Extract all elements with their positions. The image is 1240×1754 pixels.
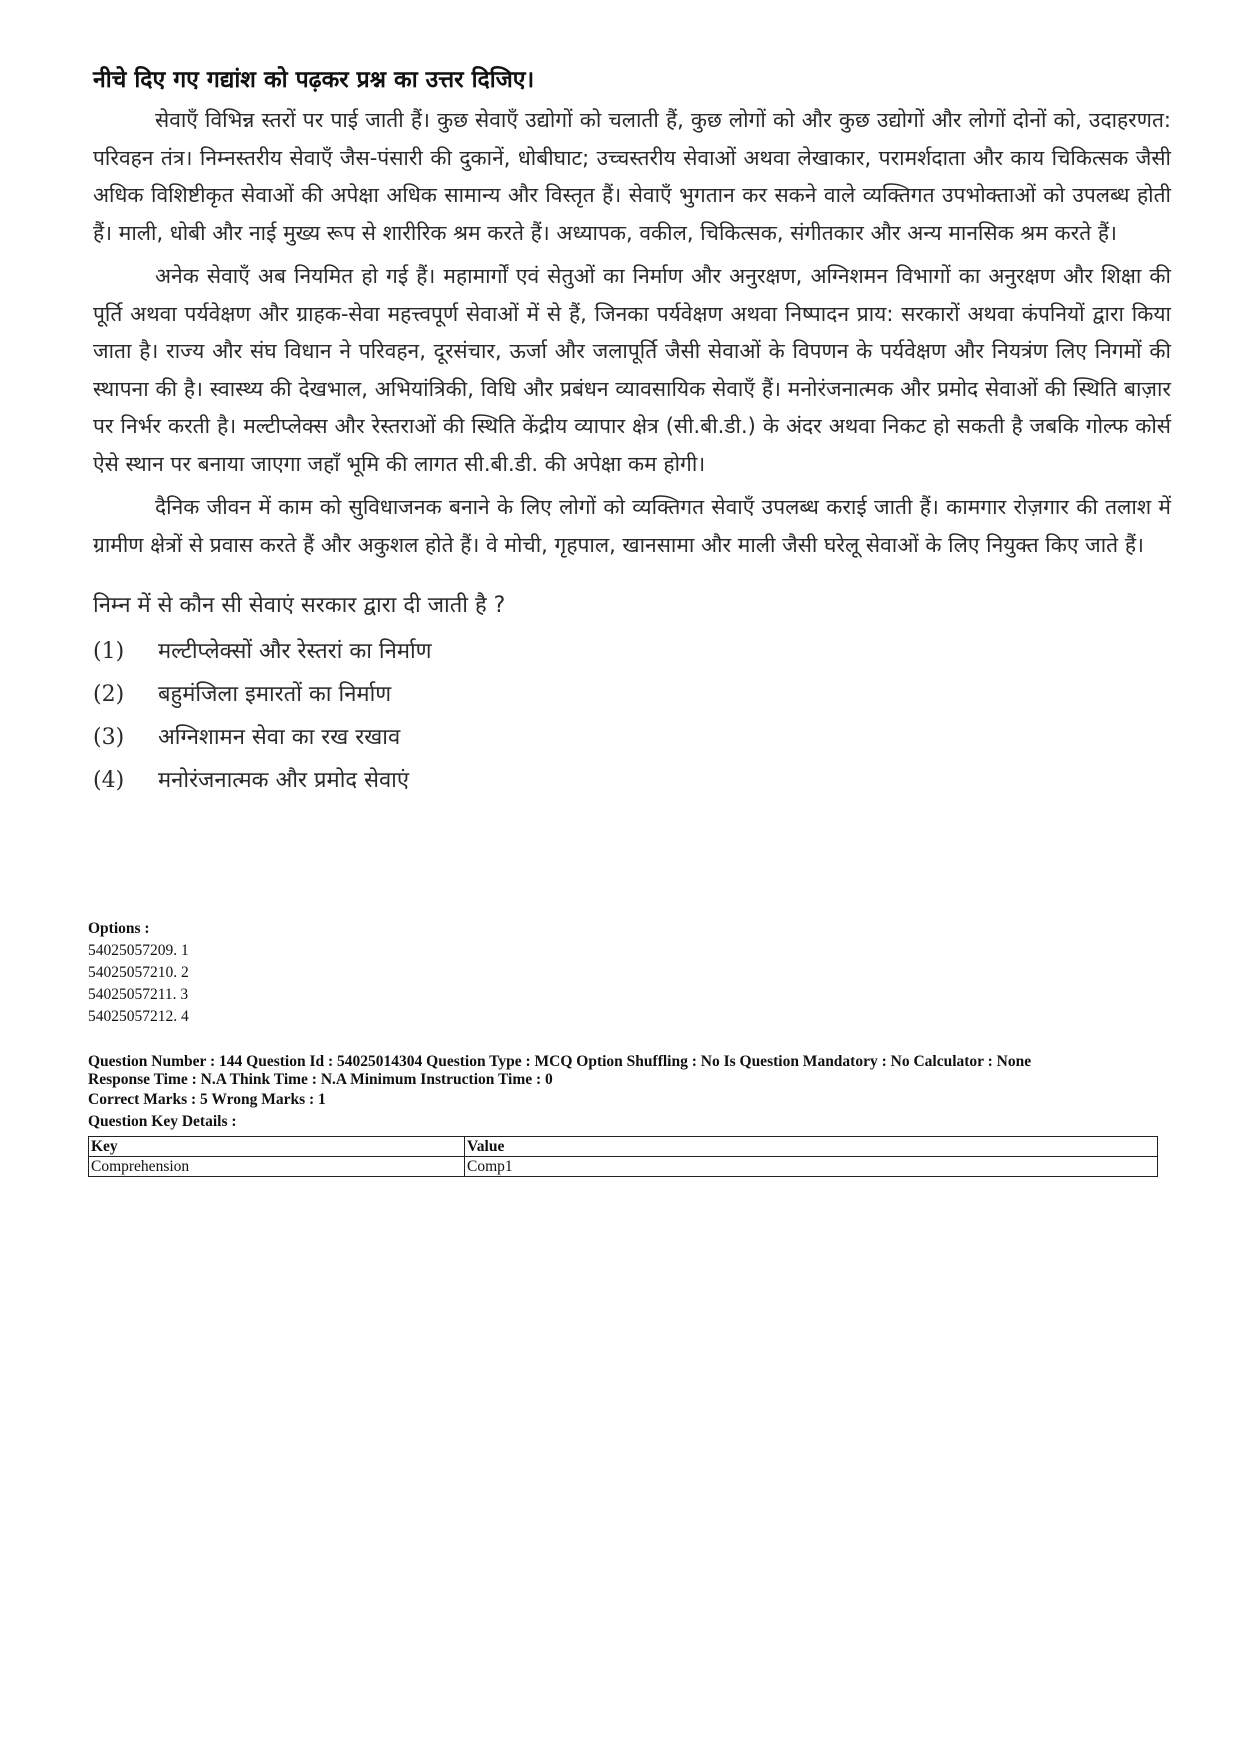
marks-line: Correct Marks : 5 Wrong Marks : 1: [88, 1091, 326, 1108]
choice-text: मनोरंजनात्मक और प्रमोद सेवाएं: [158, 768, 410, 793]
choice-number: (1): [93, 639, 125, 664]
choice-1: [93, 630, 1171, 673]
cell-key: Comprehension: [89, 1157, 465, 1177]
question-info: [88, 1053, 1158, 1089]
key-details-heading: Question Key Details :: [88, 1113, 237, 1130]
passage-paragraph-1: सेवाएँ विभिन्न स्तरों पर पाई जाती हैं। कुछ सेवाएँ उद्योगों को चलाती हैं, कुछ लोगों को और कुछ उद्योगों और लोगों दोनों को, उदाहरणत: परिवहन तंत्र। निम्नस्तरीय सेवाएँ जैस-पंसारी की दुकानें, धोबीघाट; उच्चस्तरीय सेवाओं अथवा लेखाकार, परामर्शदाता और काय चिकित्सक जैसी अधिक विशिष्टीकृत सेवाओं की अपेक्षा अधिक सामान्य और विस्तृत हैं। सेवाएँ भुगतान कर सकने वाले व्यक्तिगत उपभोक्ताओं को उपलब्ध होती हैं। माली, धोबी और नाई मुख्य रूप से शारीरिक श्रम करते हैं। अध्यापक, वकील, चिकित्सक, संगीतकार और अन्य मानसिक श्रम करते हैं।: [93, 108, 1171, 245]
options-heading: Options :: [88, 920, 150, 937]
question-info-line-1: Question Number : 144 Question Id : 54025014304 Question Type : MCQ Option Shuffling : No Is Question Mandatory : No Calculator : None: [88, 1053, 1032, 1070]
cell-value: Comp1: [465, 1157, 1158, 1177]
passage-heading: नीचे दिए गए गद्यांश को पढ़कर प्रश्न का उत्तर दिजिए।: [93, 66, 535, 93]
choice-text: मल्टीप्लेक्सों और रेस्तरां का निर्माण: [158, 639, 432, 664]
table-row: [89, 1157, 1158, 1177]
passage-paragraph-3: दैनिक जीवन में काम को सुविधाजनक बनाने के लिए लोगों को व्यक्तिगत सेवाएँ उपलब्ध कराई जाती हैं। कामगार रोज़गार की तलाश में ग्रामीण क्षेत्रों से प्रवास करते हैं और अकुशल होते हैं। वे मोची, गृहपाल, खानसामा और माली जैसी घरेलू सेवाओं के लिए नियुक्त किए जाते हैं।: [93, 495, 1171, 557]
option-id-4: 54025057212. 4: [88, 1008, 189, 1025]
choice-number: (4): [93, 768, 125, 793]
question-metadata: [88, 918, 1158, 1177]
header-key: Key: [89, 1137, 465, 1157]
table-header-row: [89, 1137, 1158, 1157]
choice-number: (2): [93, 682, 125, 707]
choice-text: बहुमंजिला इमारतों का निर्माण: [158, 682, 392, 707]
question-text: निम्न में से कौन सी सेवाएं सरकार द्वारा दी जाती है ?: [93, 593, 506, 618]
header-value: Value: [465, 1137, 1158, 1157]
choice-number: (3): [93, 725, 125, 750]
choice-2: [93, 673, 1171, 716]
choice-4: [93, 759, 1171, 802]
option-id-2: 54025057210. 2: [88, 964, 189, 981]
key-details-table: [88, 1136, 1158, 1177]
choice-3: [93, 716, 1171, 759]
option-id-1: 54025057209. 1: [88, 942, 189, 959]
passage-paragraph-2: अनेक सेवाएँ अब नियमित हो गई हैं। महामार्गों एवं सेतुओं का निर्माण और अनुरक्षण, अग्निशमन विभागों का अनुरक्षण और शिक्षा की पूर्ति अथवा पर्यवेक्षण और ग्राहक-सेवा महत्त्वपूर्ण सेवाओं में से हैं, जिनका पर्यवेक्षण अथवा निष्पादन प्राय: सरकारों अथवा कंपनियों द्वारा किया जाता है। राज्य और संघ विधान ने परिवहन, दूरसंचार, ऊर्जा और जलापूर्ति जैसी सेवाओं के विपणन के पर्यवेक्षण और नियत्रंण लिए निगमों की स्थापना की है। स्वास्थ्य की देखभाल, अभियांत्रिकी, विधि और प्रबंधन व्यावसायिक सेवाएँ हैं। मनोरंजनात्मक और प्रमोद सेवाओं की स्थिति बाज़ार पर निर्भर करती है। मल्टीप्लेक्स और रेस्तराओं की स्थिति केंद्रीय व्यापार क्षेत्र (सी.बी.डी.) के अंदर अथवा निकट हो सकती है जबकि गोल्फ कोर्स ऐसे स्थान पर बनाया जाएगा जहाँ भूमि की लागत सी.बी.डी. की अपेक्षा कम होगी।: [93, 264, 1171, 476]
question-info-line-2: Response Time : N.A Think Time : N.A Minimum Instruction Time : 0: [88, 1071, 553, 1088]
option-id-3: 54025057211. 3: [88, 986, 189, 1003]
passage-image-block: [93, 62, 1171, 802]
choice-text: अग्निशामन सेवा का रख रखाव: [158, 725, 401, 750]
